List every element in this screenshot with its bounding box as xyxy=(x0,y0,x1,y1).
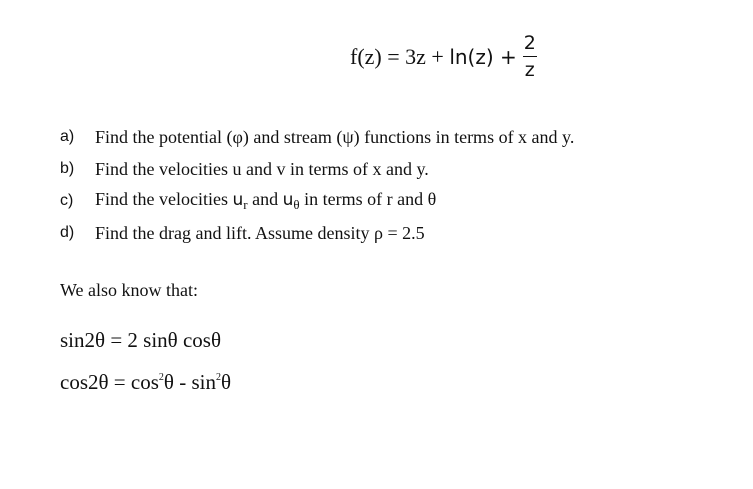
fraction-denominator: z xyxy=(524,59,535,81)
double-angle-sine-identity: sin2θ = 2 sinθ cosθ xyxy=(60,328,222,352)
problem-letter: d) xyxy=(60,224,75,241)
problem-text: Find the velocities u and v in terms of x and y. xyxy=(95,158,429,179)
identity-superscript-cos: 2 xyxy=(158,372,164,383)
radial-velocity-symbol: u xyxy=(232,190,244,210)
given-info-heading: We also know that: xyxy=(60,280,199,300)
problem-item-d xyxy=(60,217,574,249)
problem-text xyxy=(95,189,436,213)
problem-letter: a) xyxy=(60,128,75,145)
tangential-velocity-symbol: u xyxy=(282,190,294,210)
fraction-numerator: 2 xyxy=(523,32,536,54)
problem-text: Find the drag and lift. Assume density ρ = 2.5 xyxy=(95,222,425,243)
problem-text: Find the potential (φ) and stream (ψ) functions in terms of x and y. xyxy=(95,126,575,147)
double-angle-cosine-identity xyxy=(60,370,231,395)
problem-letter: b) xyxy=(60,160,75,177)
complex-potential-equation xyxy=(350,22,537,92)
problem-letter: c) xyxy=(60,192,74,209)
equation-ln-term: ln(z) + xyxy=(449,45,517,69)
equation-fraction xyxy=(523,34,537,80)
fraction-bar xyxy=(523,56,537,57)
tangential-velocity-subscript: θ xyxy=(293,197,300,212)
problem-list xyxy=(60,121,574,249)
identity-part-b: θ - sin xyxy=(163,370,216,394)
problem-text-before: Find the velocities xyxy=(95,189,233,209)
identity-superscript-sin: 2 xyxy=(215,372,221,383)
identity-part-a: cos2θ = cos xyxy=(60,370,159,394)
radial-velocity-subscript: r xyxy=(243,197,248,212)
problem-text-after: in terms of r and θ xyxy=(299,189,437,209)
problem-item-a xyxy=(60,121,574,153)
problem-item-b xyxy=(60,153,574,185)
equation-lhs: f(z) = 3z + xyxy=(350,44,450,69)
problem-text-and: and xyxy=(247,189,283,209)
identity-part-c: θ xyxy=(220,370,232,394)
problem-item-c xyxy=(60,185,574,217)
